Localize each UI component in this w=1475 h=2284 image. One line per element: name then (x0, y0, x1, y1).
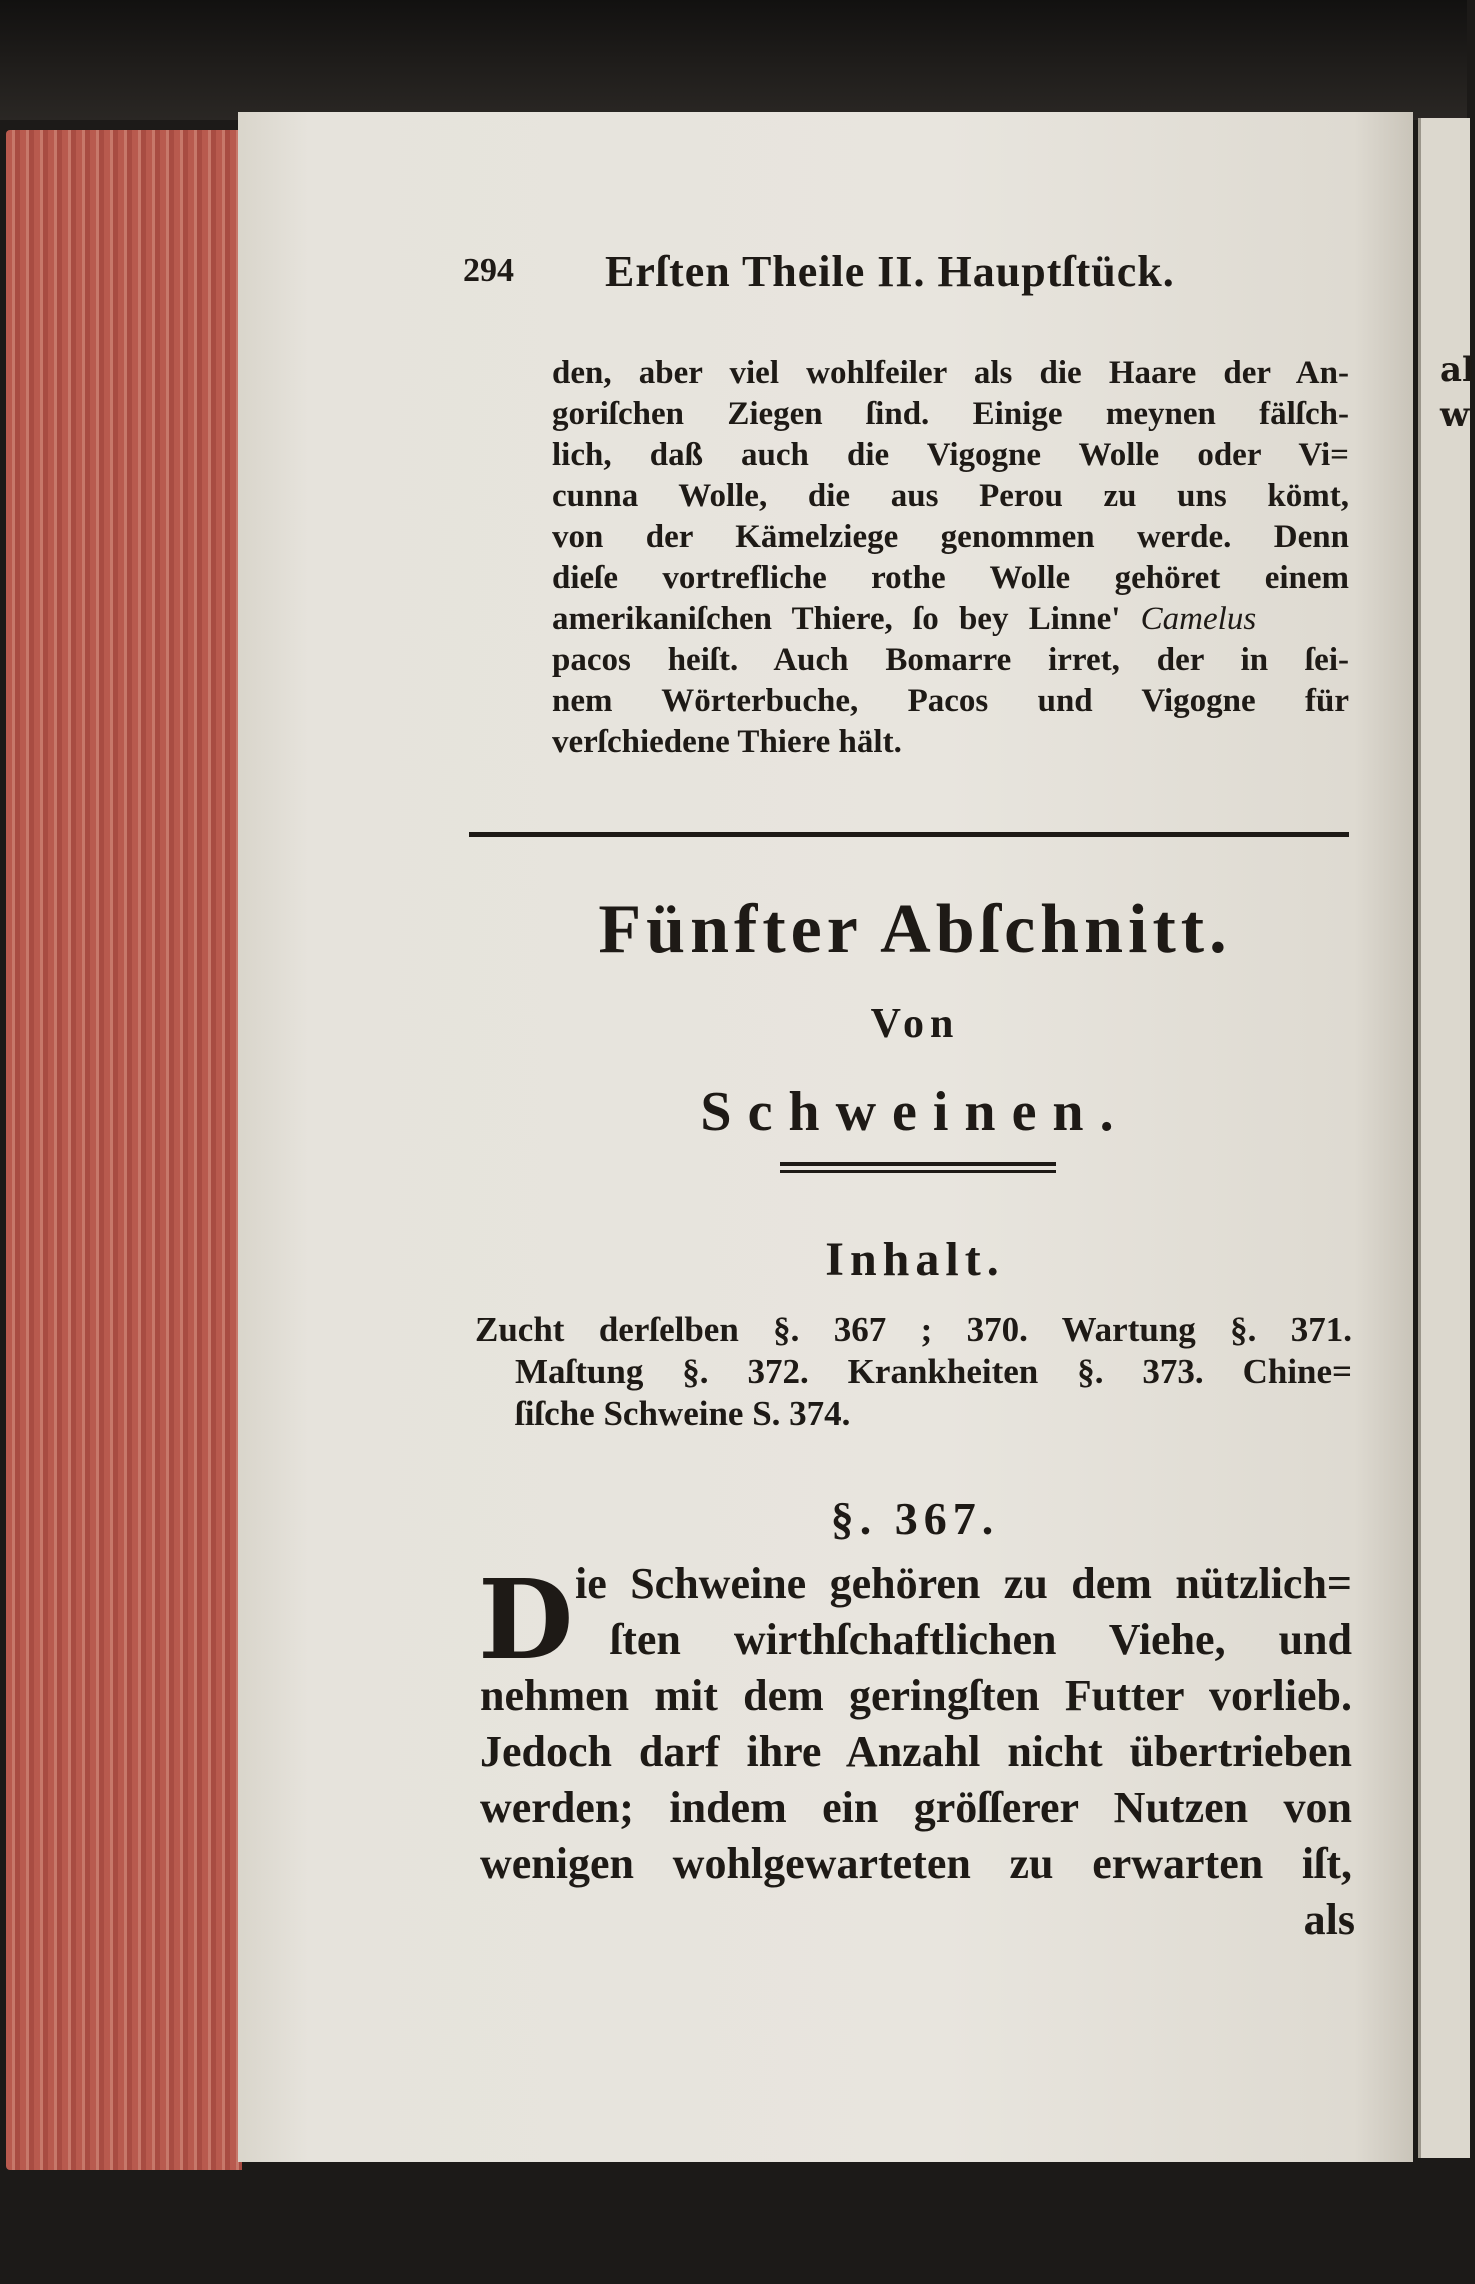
text-line: von der Kämelziege genommen werde. Denn (552, 519, 1349, 555)
running-title: Erſten Theile II. Hauptſtück. (605, 247, 1175, 296)
body-line: werden; indem ein gröſſerer Nutzen von (480, 1783, 1352, 1832)
latin-term: Camelus (1140, 601, 1257, 637)
page-edges (6, 130, 242, 2170)
text-line: verſchiedene Thiere hält. (552, 724, 902, 760)
section-rule (469, 832, 1349, 837)
double-rule-bottom (780, 1170, 1056, 1173)
text-line: dieſe vortrefliche rothe Wolle gehöret einem (552, 560, 1349, 596)
text-line (552, 601, 1256, 638)
text-line: lich, daß auch die Vigogne Wolle oder Vi= (552, 437, 1349, 473)
contents-line: Maſtung §. 372. Krankheiten §. 373. Chine= (515, 1352, 1352, 1391)
text-line: goriſchen Ziegen ſind. Einige meynen fälſch- (552, 396, 1349, 432)
drop-cap: D (478, 1555, 574, 1684)
section-title: Fünfter Abſchnitt. (598, 891, 1232, 968)
body-line: ſten wirthſchaftlichen Viehe, und (610, 1615, 1352, 1664)
background (0, 0, 1467, 120)
body-line: ie Schweine gehören zu dem nützlich= (575, 1559, 1352, 1608)
contents-heading: Inhalt. (825, 1233, 1005, 1286)
body-line: nehmen mit dem geringſten Futter vorlieb. (480, 1671, 1352, 1720)
section-von: Von (870, 1001, 960, 1047)
text-line-part: amerikaniſchen Thiere, ſo bey Linne' (552, 601, 1121, 637)
page-number: 294 (463, 252, 514, 289)
contents-line: Zucht derſelben §. 367 ; 370. Wartung §. 371. (475, 1310, 1352, 1349)
body-line: wenigen wohlgewarteten zu erwarten iſt, (480, 1839, 1352, 1888)
facing-page-fragment: w (1440, 395, 1470, 435)
text-line: den, aber viel wohlfeiler als die Haare der An- (552, 355, 1349, 391)
facing-page-fragment: al (1440, 350, 1475, 390)
paragraph-number: §. 367. (830, 1493, 1000, 1544)
section-subject: Schweinen. (700, 1081, 1130, 1143)
body-line: Jedoch darf ihre Anzahl nicht übertrieben (480, 1727, 1352, 1776)
text-line: nem Wörterbuche, Pacos und Vigogne für (552, 683, 1349, 719)
catchword: als (1303, 1895, 1355, 1944)
text-line: cunna Wolle, die aus Perou zu uns kömt, (552, 478, 1349, 514)
double-rule-top (780, 1162, 1056, 1166)
contents-line: ſiſche Schweine S. 374. (515, 1394, 851, 1433)
text-line: pacos heiſt. Auch Bomarre irret, der in ſei- (552, 642, 1349, 678)
